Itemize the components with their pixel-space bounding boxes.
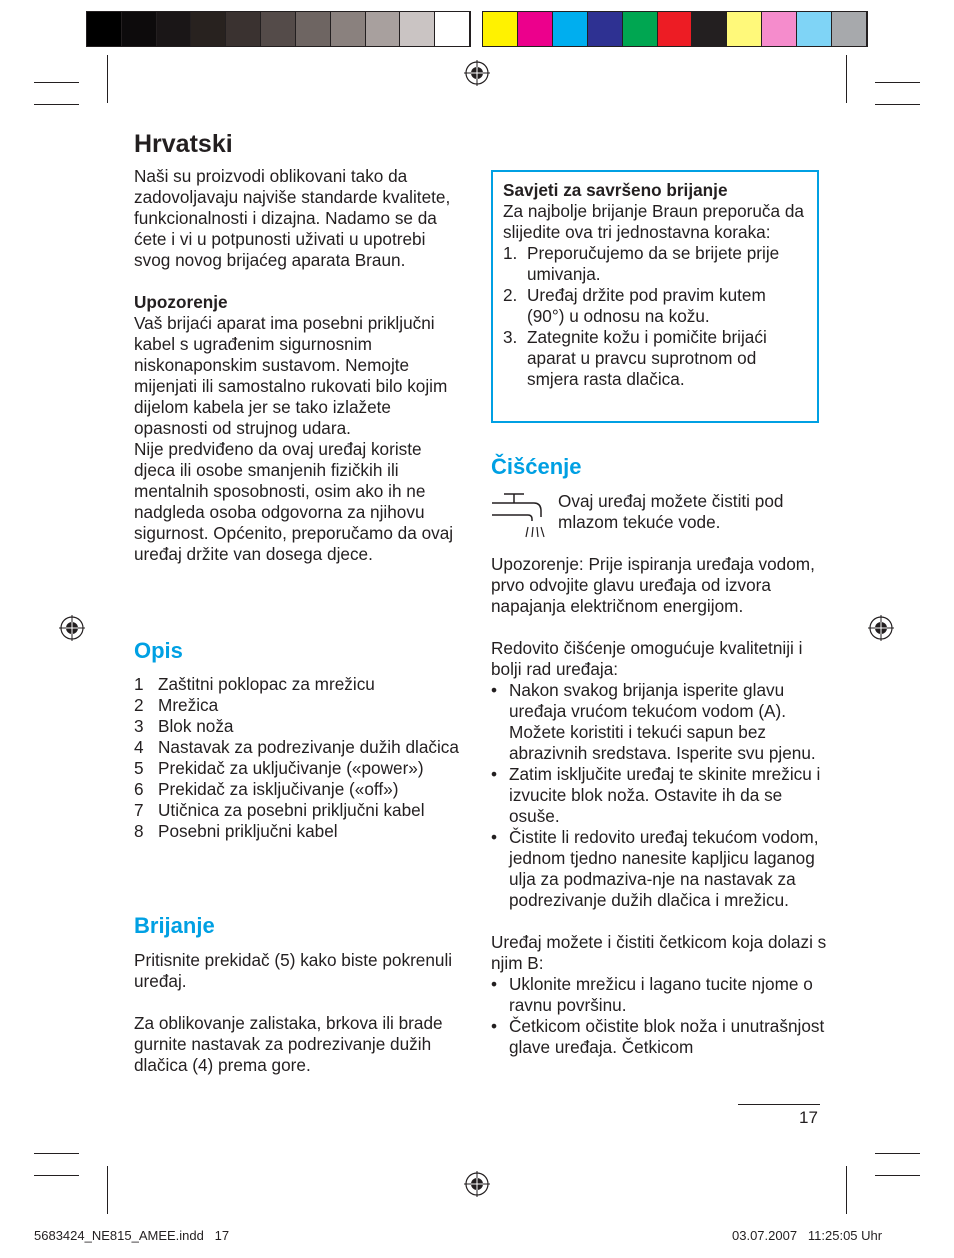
warning-text-1: Vaš brijaći aparat ima posebni priključni kabel s ugrađenim sigurnosnim niskonaponskim sustavom. Nemojte mijenjati ili samostalno rukovati bilo kojim dijelom kabela jer se tako izlažete opasnosti od strujnog udara. [134, 313, 448, 438]
tip-item [503, 327, 807, 390]
crop-mark [846, 55, 847, 103]
color-swatch [658, 12, 693, 46]
color-swatch [518, 12, 553, 46]
color-swatch [483, 12, 518, 46]
tip-text: Uređaj držite pod pravim kutem (90°) u odnosu na kožu. [527, 285, 766, 326]
color-swatch [331, 12, 366, 46]
part-text: Zaštitni poklopac za mrežicu [158, 674, 375, 694]
color-swatch [553, 12, 588, 46]
footer-timestamp: 03.07.2007 11:25:05 Uhr [732, 1228, 883, 1243]
crop-mark [875, 1175, 920, 1176]
water-tap-icon [490, 491, 546, 541]
crop-mark [34, 1153, 79, 1154]
tip-item [503, 285, 807, 327]
part-number: 5 [134, 758, 144, 778]
brijanje-paragraph-2: Za oblikovanje zalistaka, brkova ili brade gurnite nastavak za podrezivanje dužih dlačica (4) prema gore. [134, 1013, 443, 1075]
part-text: Blok noža [158, 716, 234, 736]
color-swatch [226, 12, 261, 46]
part-number: 1 [134, 674, 144, 694]
crop-mark [107, 55, 108, 103]
part-number: 8 [134, 821, 144, 841]
tip-item [503, 243, 807, 285]
part-item [134, 695, 464, 716]
color-swatch [366, 12, 401, 46]
warning-heading: Upozorenje [134, 292, 228, 312]
crop-mark [875, 1153, 920, 1154]
part-number: 6 [134, 779, 144, 799]
opis-list-container [134, 674, 464, 842]
tip-number: 3. [503, 327, 518, 347]
color-swatch [191, 12, 226, 46]
part-item [134, 716, 464, 737]
section-heading-brijanje: Brijanje [134, 913, 215, 938]
color-swatch [296, 12, 331, 46]
registration-mark-icon [464, 60, 490, 86]
color-swatch [832, 12, 867, 46]
right-column [491, 554, 827, 1058]
tips-intro: Za najbolje brijanje Braun preporuča da slijedite ova tri jednostavna koraka: [503, 201, 804, 242]
color-swatch [435, 12, 470, 46]
section-heading-opis: Opis [134, 638, 183, 663]
part-item [134, 779, 464, 800]
rinse-note: Ovaj uređaj možete čistiti pod mlazom tekuće vode. [558, 491, 784, 532]
part-number: 4 [134, 737, 144, 757]
brush-cleaning-text: Uređaj možete i čistiti četkicom koja dolazi s njim B: [491, 932, 827, 973]
bullet-item: • Četkicom očistite blok noža i unutrašnjost glave uređaja. Četkicom [491, 1016, 827, 1058]
color-swatch [762, 12, 797, 46]
color-swatch [727, 12, 762, 46]
part-number: 7 [134, 800, 144, 820]
continuation-rule [738, 1104, 820, 1105]
part-text: Mrežica [158, 695, 219, 715]
footer-file-info: 5683424_NE815_AMEE.indd 17 [34, 1228, 230, 1243]
part-text: Utičnica za posebni priključni kabel [158, 800, 425, 820]
registration-mark-icon [464, 1171, 490, 1197]
part-item [134, 674, 464, 695]
crop-mark [107, 1166, 108, 1214]
color-swatch [623, 12, 658, 46]
tip-number: 1. [503, 243, 518, 263]
bullet-item: • Čistite li redovito uređaj tekućom vodom, jednom tjedno nanesite kapljicu laganog ulja za podmaziva-nje na nastavak za podrezivanje dužih dlačica i mrežicu. [491, 827, 827, 911]
crop-mark [875, 104, 920, 105]
cleaning-steps-list [491, 680, 827, 911]
color-swatch [797, 12, 832, 46]
page-title: Hrvatski [134, 130, 233, 158]
registration-mark-icon [868, 615, 894, 641]
color-swatch [87, 12, 122, 46]
color-swatch [157, 12, 192, 46]
part-item [134, 821, 464, 842]
crop-mark [34, 104, 79, 105]
crop-mark [34, 1175, 79, 1176]
tips-list [503, 243, 807, 390]
crop-mark [875, 82, 920, 83]
part-text: Prekidač za isključivanje («off») [158, 779, 399, 799]
intro-text: Naši su proizvodi oblikovani tako da zadovoljavaju najviše standarde kvalitete, funkcionalnosti i dizajna. Nadamo se da ćete i vi u potpunosti uživati u upotrebi svog novog brijaćeg aparata Braun. [134, 166, 451, 270]
color-swatch [588, 12, 623, 46]
warning-text-2: Nije predviđeno da ovaj uređaj koriste djeca ili osobe smanjenih fizičkih ili mentalnih sposobnosti, osim ako ih ne nadgleda osoba odgovorna za njihovu sigurnost. Općenito, preporučamo da ovaj uređaj držite van dosega djece. [134, 439, 454, 564]
color-swatch [261, 12, 296, 46]
bullet-item: • Uklonite mrežicu i lagano tucite njome o ravnu površinu. [491, 974, 827, 1016]
icon-caption [558, 491, 828, 533]
parts-list [134, 674, 464, 842]
part-number: 2 [134, 695, 144, 715]
registration-mark-icon [59, 615, 85, 641]
cleaning-warning: Upozorenje: Prije ispiranja uređaja vodom, prvo odvojite glavu uređaja od izvora napajanja električnom energijom. [491, 554, 815, 616]
part-item [134, 737, 464, 758]
page-number: 17 [799, 1108, 818, 1127]
bullet-item: • Nakon svakog brijanja isperite glavu uređaja vrućom tekućom vodom (A). Možete koristiti i tekući sapun bez abrazivnih sredstava. Isperite svu pjenu. [491, 680, 827, 764]
tip-text: Zategnite kožu i pomičite brijaći aparat u pravcu suprotnom od smjera rasta dlačica. [527, 327, 767, 389]
color-swatch [692, 12, 727, 46]
tip-number: 2. [503, 285, 518, 305]
part-item [134, 800, 464, 821]
color-swatch [122, 12, 157, 46]
process-color-bar [482, 11, 868, 47]
cleaning-regular-text: Redovito čišćenje omogućuje kvalitetniji i bolji rad uređaja: [491, 638, 803, 679]
color-swatch [400, 12, 435, 46]
crop-mark [34, 82, 79, 83]
part-text: Nastavak za podrezivanje dužih dlačica [158, 737, 459, 757]
tips-box [491, 170, 819, 423]
grayscale-color-bar [86, 11, 471, 47]
part-text: Posebni priključni kabel [158, 821, 338, 841]
part-text: Prekidač za uključivanje («power») [158, 758, 424, 778]
tips-heading: Savjeti za savršeno brijanje [503, 180, 728, 200]
part-item [134, 758, 464, 779]
crop-mark [846, 1166, 847, 1214]
section-heading-ciscenje: Čišćenje [491, 454, 582, 479]
tip-text: Preporučujemo da se brijete prije umivanja. [527, 243, 780, 284]
brijanje-text [134, 950, 464, 1076]
part-number: 3 [134, 716, 144, 736]
left-column [134, 166, 464, 565]
brush-steps-list [491, 974, 827, 1058]
brijanje-paragraph-1: Pritisnite prekidač (5) kako biste pokrenuli uređaj. [134, 950, 453, 991]
bullet-item: • Zatim isključite uređaj te skinite mrežicu i izvucite blok noža. Ostavite ih da se osuše. [491, 764, 827, 827]
